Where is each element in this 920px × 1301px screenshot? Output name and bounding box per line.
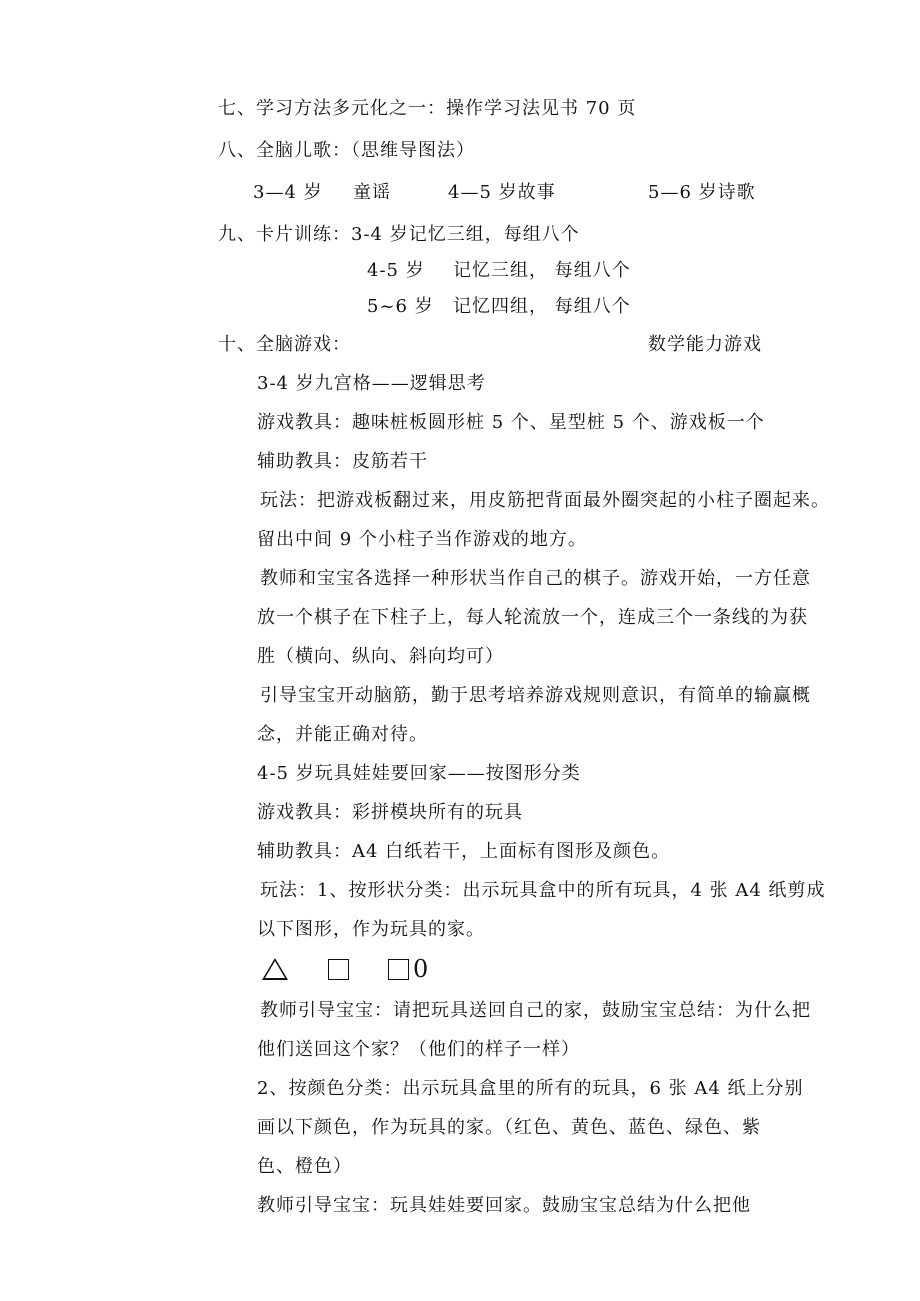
paragraph-line: 教师和宝宝各选择一种形状当作自己的棋子。游戏开始，一方任意 (260, 568, 811, 589)
aux-tools-4-5: 辅助教具：A4 白纸若干，上面标有图形及颜色。 (257, 841, 671, 862)
paragraph-line: 他们送回这个家？（他们的样子一样） (257, 1039, 580, 1060)
section-7-heading: 七、学习方法多元化之一：操作学习法见书 70 页 (218, 98, 637, 119)
card-age-4-5: 4-5 岁 (367, 260, 425, 281)
shape-row (262, 955, 462, 985)
square-icon (388, 959, 409, 980)
game-title-4-5: 4-5 岁玩具娃娃要回家——按图形分类 (257, 763, 581, 784)
paragraph-line: 留出中间 9 个小柱子当作游戏的地方。 (257, 529, 587, 550)
color-sort-line: 2、按颜色分类：出示玩具盒里的所有的玩具，6 张 A4 纸上分别 (257, 1078, 804, 1099)
card-memory-5-6: 记忆四组， 每组八个 (453, 296, 631, 317)
triangle-icon (262, 958, 288, 980)
square-icon (328, 959, 349, 980)
game-tools-3-4: 游戏教具：趣味桩板圆形桩 5 个、星型桩 5 个、游戏板一个 (257, 412, 765, 433)
card-age-5-6: 5~6 岁 (367, 296, 434, 317)
paragraph-line: 念，并能正确对待。 (257, 724, 428, 745)
section-8-heading: 八、全脑儿歌：（思维导图法） (218, 140, 475, 161)
paragraph-line: 教师引导宝宝：请把玩具送回自己的家，鼓励宝宝总结：为什么把 (260, 1000, 811, 1021)
paragraph-line: 胜（横向、纵向、斜向均可） (257, 646, 504, 667)
game-tools-4-5: 游戏教具：彩拼模块所有的玩具 (257, 802, 523, 823)
nursery-rhyme-label: 童谣 (353, 182, 391, 203)
game-title-3-4: 3-4 岁九宫格——逻辑思考 (257, 373, 486, 394)
paragraph-line: 以下图形，作为玩具的家。 (257, 919, 485, 940)
age-4-5-story-label: 4—5 岁故事 (448, 182, 556, 203)
paragraph-line: 画以下颜色，作为玩具的家。（红色、黄色、蓝色、绿色、紫 (257, 1117, 761, 1138)
play-method-4-5: 玩法：1、按形状分类：出示玩具盒中的所有玩具，4 张 A4 纸剪成 (260, 880, 826, 901)
math-game-label: 数学能力游戏 (648, 334, 762, 355)
paragraph-line: 引导宝宝开动脑筋，勤于思考培养游戏规则意识，有简单的输赢概 (260, 685, 811, 706)
card-memory-4-5: 记忆三组， 每组八个 (453, 260, 631, 281)
section-10-heading: 十、全脑游戏： (218, 334, 351, 355)
age-3-4-label: 3—4 岁 (253, 182, 323, 203)
section-9-heading: 九、卡片训练：3-4 岁记忆三组，每组八个 (218, 224, 580, 245)
aux-tools-3-4: 辅助教具：皮筋若干 (257, 451, 428, 472)
play-method-3-4: 玩法：把游戏板翻过来，用皮筋把背面最外圈突起的小柱子圈起来。 (260, 490, 830, 511)
age-5-6-poem-label: 5—6 岁诗歌 (648, 182, 756, 203)
song-age-row (253, 181, 773, 205)
paragraph-line: 放一个棋子在下柱子上，每人轮流放一个，连成三个一条线的为获 (257, 607, 808, 628)
paragraph-line: 教师引导宝宝：玩具娃娃要回家。鼓励宝宝总结为什么把他 (257, 1195, 751, 1216)
circle-zero-label: 0 (413, 955, 429, 983)
paragraph-line: 色、橙色） (257, 1156, 352, 1177)
